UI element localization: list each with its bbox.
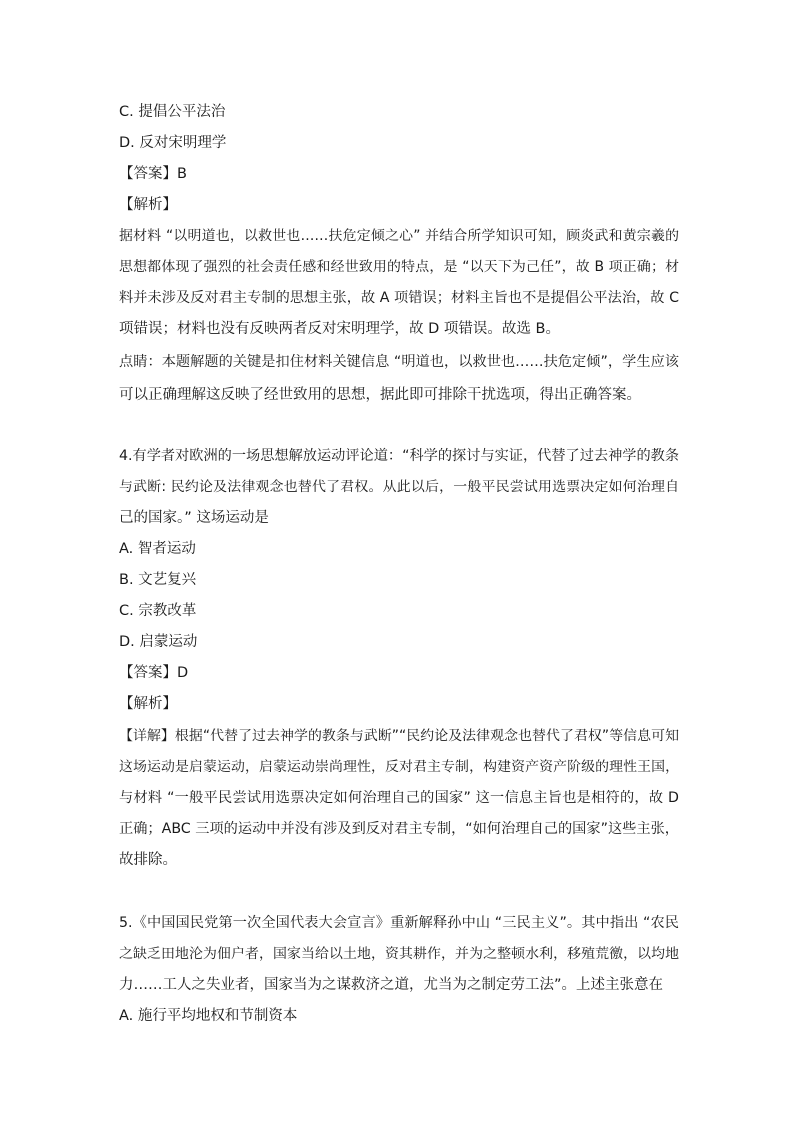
q3-analysis-label: 【解析】 <box>119 197 177 213</box>
q3-analysis-line: 思想都体现了强烈的社会责任感和经世致用的特点，是 “以天下为己任”，故 B 项正确；材 <box>119 259 679 275</box>
q4-option-a: A. 智者运动 <box>119 541 196 557</box>
q4-detail-line: 正确；ABC 三项的运动中并没有涉及到反对君主专制，“如何治理自己的国家”这些主张， <box>119 821 679 837</box>
q4-stem-line: 与武断: 民约论及法律观念也替代了君权。从此以后，一般平民尝试用选票决定如何治理自 <box>119 479 679 495</box>
q3-tip-line: 可以正确理解这反映了经世致用的思想，据此即可排除干扰选项，得出正确答案。 <box>119 387 641 403</box>
q3-analysis-line: 据材料 “以明道也，以救世也……扶危定倾之心” 并结合所学知识可知，顾炎武和黄宗羲的 <box>119 228 679 244</box>
q4-answer: 【答案】D <box>119 665 189 681</box>
q5-stem-line: 之缺乏田地沦为佃户者，国家当给以土地，资其耕作，并为之整顿水利，移殖荒徼，以均地 <box>119 946 679 962</box>
q4-analysis-label: 【解析】 <box>119 696 177 712</box>
q3-answer: 【答案】B <box>119 166 187 182</box>
q4-stem-line: 4.有学者对欧洲的一场思想解放运动评论道：“科学的探讨与实证，代替了过去神学的教条 <box>119 448 679 464</box>
q3-analysis-line: 项错误；材料也没有反映两者反对宋明理学，故 D 项错误。故选 B。 <box>119 321 560 337</box>
q4-stem-line: 己的国家。” 这场运动是 <box>119 510 269 526</box>
q4-detail-line: 与材料 “一般平民尝试用选票决定如何治理自己的国家” 这一信息主旨也是相符的，故 D <box>119 790 679 806</box>
q5-stem-line: 5.《中国国民党第一次全国代表大会宣言》重新解释孙中山 “三民主义”。其中指出 “农民 <box>119 915 679 931</box>
q4-option-d: D. 启蒙运动 <box>119 634 198 650</box>
q4-detail-line: 这场运动是启蒙运动，启蒙运动崇尚理性，反对君主专制，构建资产资产阶级的理性王国， <box>119 759 679 775</box>
q5-option-a: A. 施行平均地权和节制资本 <box>119 1008 298 1024</box>
q4-detail-line: 故排除。 <box>119 852 177 868</box>
q3-tip-line: 点睛：本题解题的关键是扣住材料关键信息 “明道也，以救世也……扶危定倾”，学生应该 <box>119 354 679 370</box>
q3-analysis-line: 料并未涉及反对君主专制的思想主张，故 A 项错误；材料主旨也不是提倡公平法治，故 C <box>119 290 679 306</box>
q4-option-c: C. 宗教改革 <box>119 603 197 619</box>
q3-option-d: D. 反对宋明理学 <box>119 135 227 151</box>
q5-stem-line: 力……工人之失业者，国家当为之谋救济之道，尤当为之制定劳工法”。上述主张意在 <box>119 977 664 993</box>
q4-detail-line: 【详解】根据“代替了过去神学的教条与武断”“民约论及法律观念也替代了君权”等信息可知 <box>119 728 679 744</box>
q3-option-c: C. 提倡公平法治 <box>119 104 226 120</box>
q4-option-b: B. 文艺复兴 <box>119 572 197 588</box>
